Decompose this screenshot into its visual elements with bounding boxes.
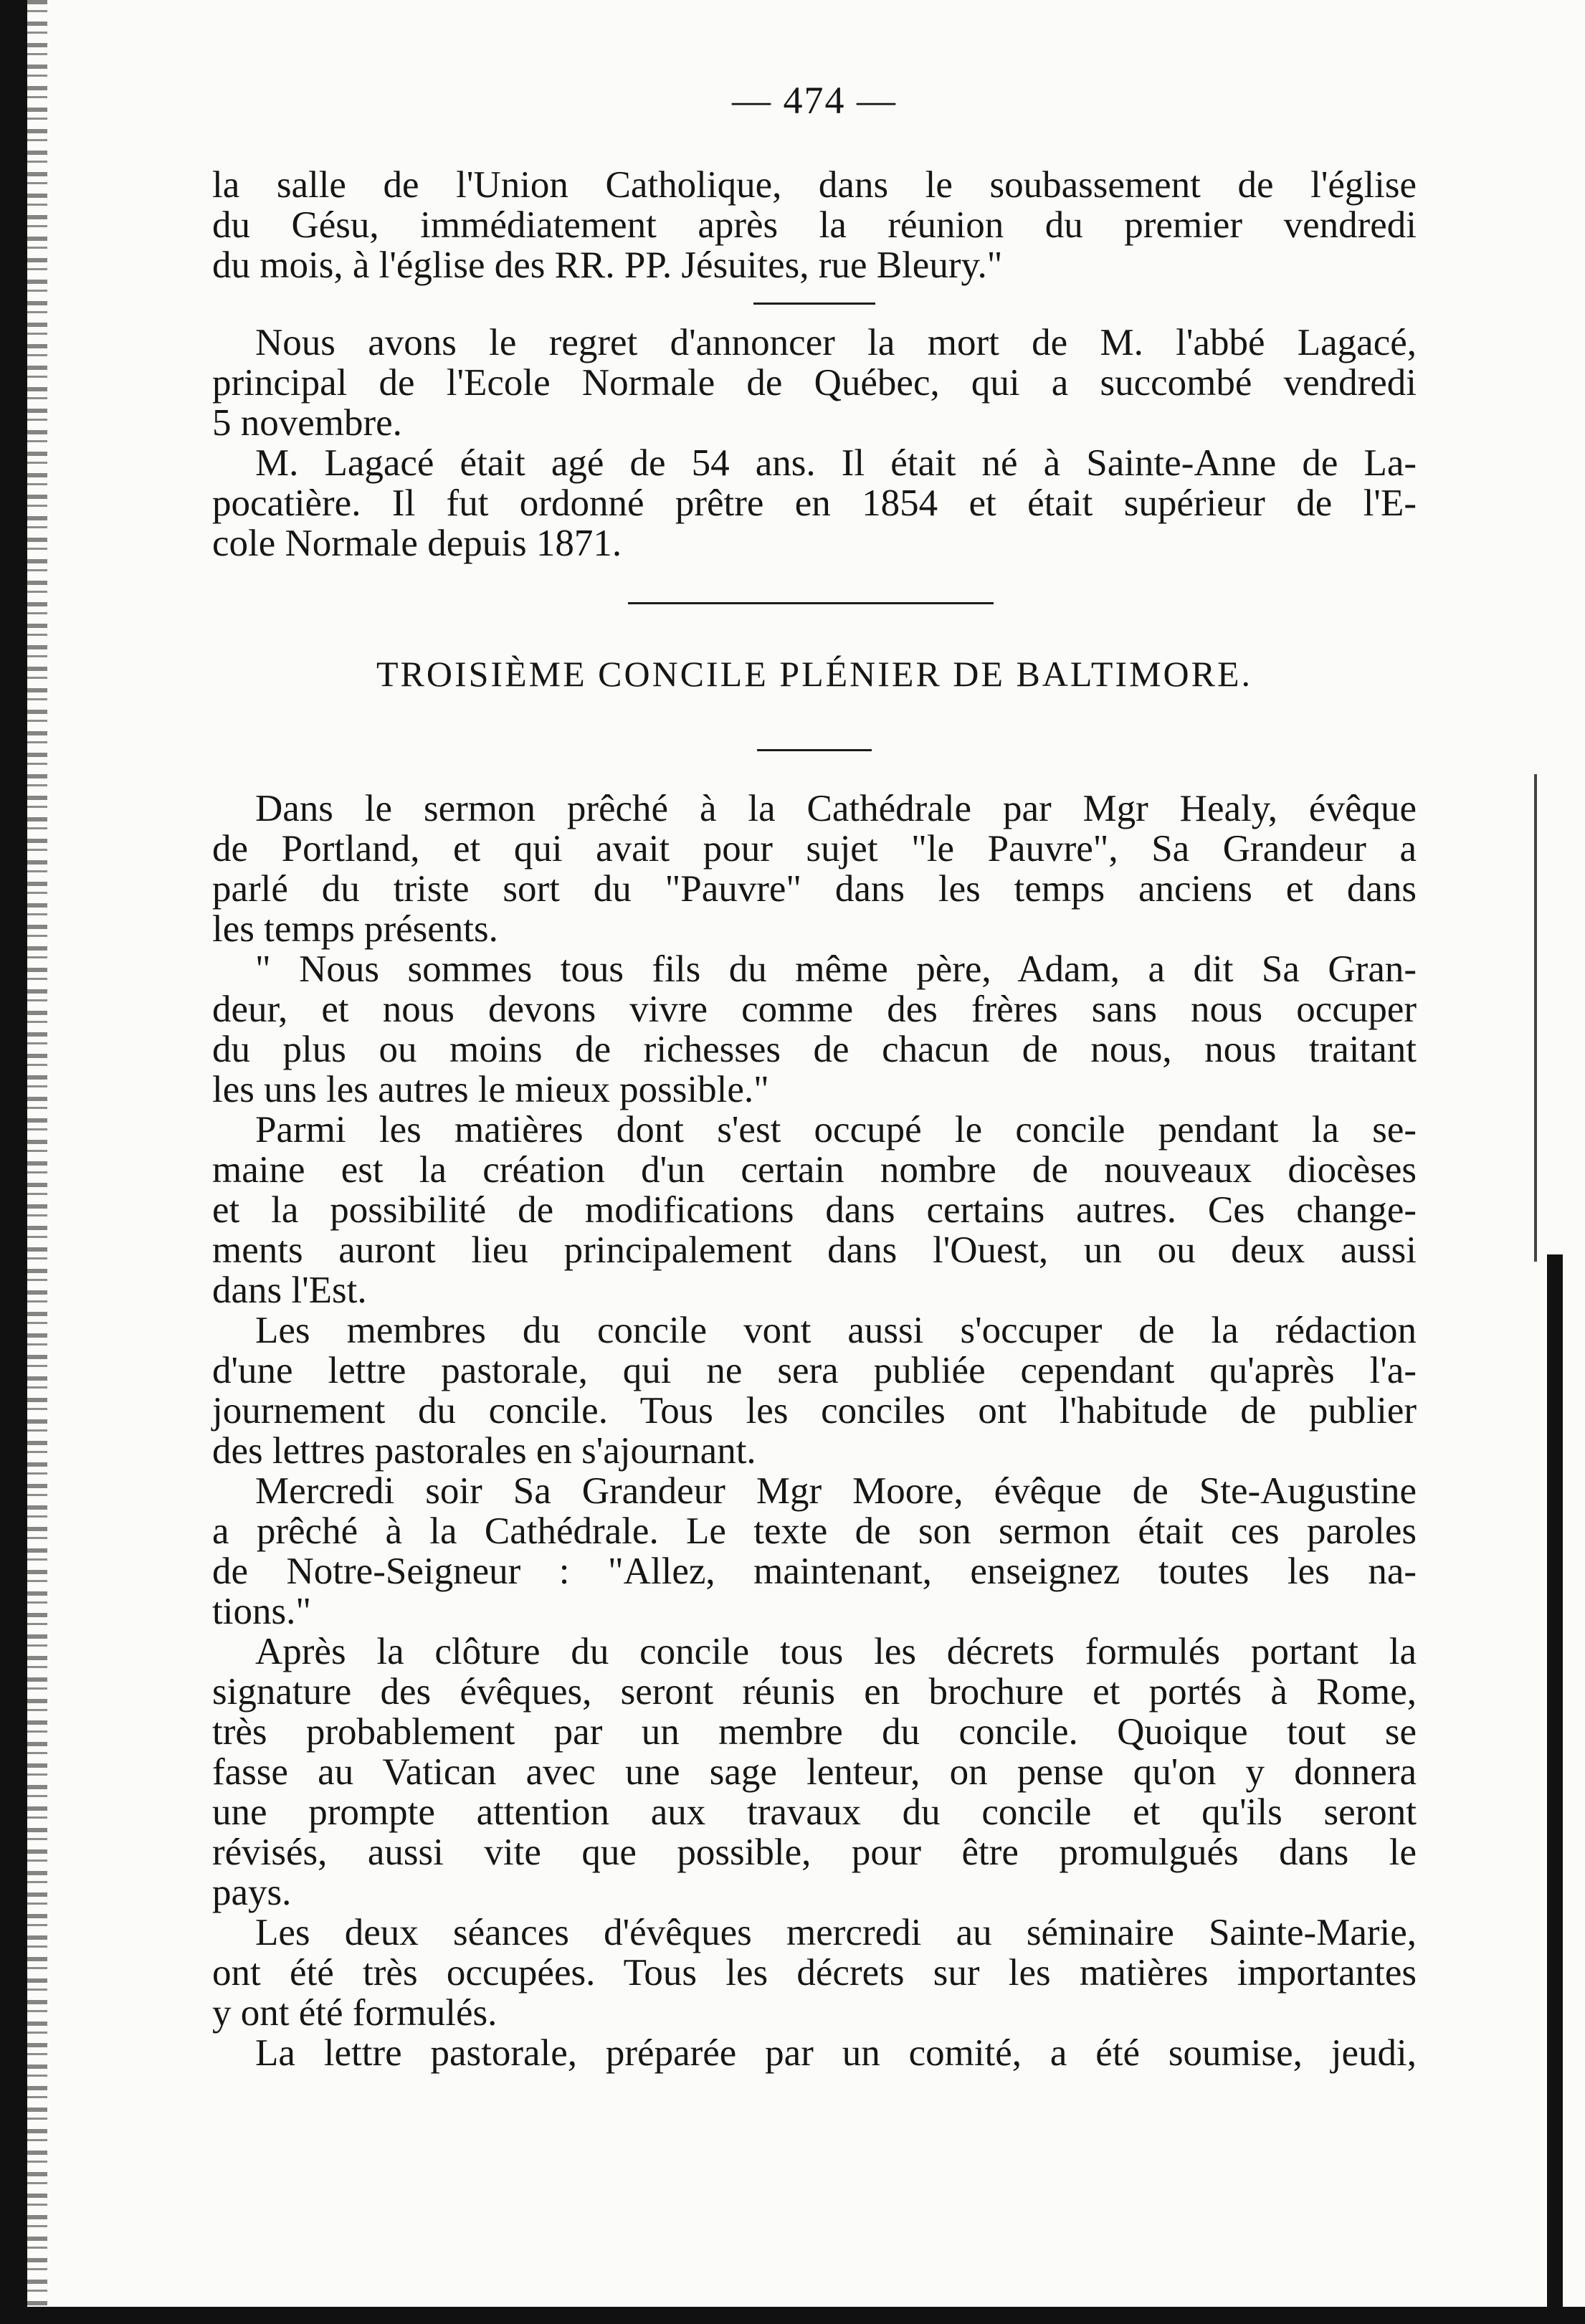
text-line: très probablement par un membre du concile. Quoique tout se xyxy=(212,1711,1417,1753)
text-line: la salle de l'Union Catholique, dans le soubassement de l'église xyxy=(212,164,1417,206)
text-line: les temps présents. xyxy=(212,908,498,950)
article-body xyxy=(212,789,1417,2073)
scan-edge-bottom xyxy=(0,2307,1585,2324)
text-line: pays. xyxy=(212,1872,292,1913)
text-line: révisés, aussi vite que possible, pour être promulgués dans le xyxy=(212,1832,1417,1873)
text-line: les uns les autres le mieux possible." xyxy=(212,1069,769,1110)
text-line: journement du concile. Tous les conciles ont l'habitude de publier xyxy=(212,1390,1417,1432)
text-line: pocatière. Il fut ordonné prêtre en 1854 et était supérieur de l'E- xyxy=(212,482,1417,524)
separator-rule xyxy=(757,749,872,751)
text-line: a prêché à la Cathédrale. Le texte de son sermon était ces paroles xyxy=(212,1510,1417,1552)
paragraph xyxy=(212,1471,1417,1632)
paragraph xyxy=(212,1310,1417,1471)
text-line: une prompte attention aux travaux du concile et qu'ils seront xyxy=(212,1791,1417,1833)
text-line: tions." xyxy=(212,1591,311,1632)
text-line: Après la clôture du concile tous les décrets formulés portant la xyxy=(255,1631,1417,1672)
opening-paragraph xyxy=(212,165,1417,285)
text-line: d'une lettre pastorale, qui ne sera publiée cependant qu'après l'a- xyxy=(212,1350,1417,1391)
scan-edge-left xyxy=(0,0,27,2324)
text-line: parlé du triste sort du "Pauvre" dans les temps anciens et dans xyxy=(212,868,1417,910)
text-line: de Portland, et qui avait pour sujet "le Pauvre", Sa Grandeur a xyxy=(212,828,1417,870)
scan-edge-binding xyxy=(27,0,47,2324)
section-title: TROISIÈME CONCILE PLÉNIER DE BALTIMORE. xyxy=(376,654,1253,694)
text-line: maine est la création d'un certain nombre de nouveaux diocèses xyxy=(212,1149,1417,1191)
scan-edge-right xyxy=(1547,1254,1563,2315)
text-line: de Notre-Seigneur : "Allez, maintenant, enseignez toutes les na- xyxy=(212,1551,1417,1592)
text-line: Dans le sermon prêché à la Cathédrale par Mgr Healy, évêque xyxy=(255,788,1417,829)
text-line: La lettre pastorale, préparée par un comité, a été soumise, jeudi, xyxy=(255,2032,1417,2074)
text-line: deur, et nous devons vivre comme des frères sans nous occuper xyxy=(212,989,1417,1030)
text-line: Les deux séances d'évêques mercredi au séminaire Sainte-Marie, xyxy=(255,1912,1417,1953)
death-notice xyxy=(212,323,1417,563)
text-line: du mois, à l'église des RR. PP. Jésuites, rue Bleury." xyxy=(212,244,1003,286)
text-line: et la possibilité de modifications dans certains autres. Ces change- xyxy=(212,1189,1417,1231)
paragraph xyxy=(212,1913,1417,2033)
section-rule xyxy=(628,602,994,604)
text-line: Les membres du concile vont aussi s'occuper de la rédaction xyxy=(255,1310,1417,1351)
text-line: du plus ou moins de richesses de chacun de nous, nous traitant xyxy=(212,1029,1417,1070)
scan-edge-right-thin xyxy=(1534,774,1537,1262)
paragraph xyxy=(212,2033,1417,2073)
paragraph xyxy=(212,1632,1417,1913)
text-line: ont été très occupées. Tous les décrets sur les matières importantes xyxy=(212,1952,1417,1994)
text-line: " Nous sommes tous fils du même père, Adam, a dit Sa Gran- xyxy=(255,948,1417,990)
text-line: ments auront lieu principalement dans l'Ouest, un ou deux aussi xyxy=(212,1229,1417,1271)
text-line: Mercredi soir Sa Grandeur Mgr Moore, évêque de Ste-Augustine xyxy=(255,1470,1417,1512)
paragraph xyxy=(212,949,1417,1110)
text-line: Parmi les matières dont s'est occupé le concile pendant la se- xyxy=(255,1109,1417,1151)
text-line: 5 novembre. xyxy=(212,402,402,444)
text-line: cole Normale depuis 1871. xyxy=(212,523,622,564)
text-line: principal de l'Ecole Normale de Québec, qui a succombé vendredi xyxy=(212,362,1417,404)
separator-rule xyxy=(753,303,875,305)
paragraph xyxy=(212,1110,1417,1310)
text-line: dans l'Est. xyxy=(212,1270,367,1311)
text-line: fasse au Vatican avec une sage lenteur, on pense qu'on y donnera xyxy=(212,1751,1417,1793)
text-line: M. Lagacé était agé de 54 ans. Il était né à Sainte-Anne de La- xyxy=(255,442,1417,484)
paragraph xyxy=(212,789,1417,949)
text-line: du Gésu, immédiatement après la réunion du premier vendredi xyxy=(212,204,1417,246)
text-line: y ont été formulés. xyxy=(212,1992,498,2034)
page-number: — 474 — xyxy=(732,79,897,122)
text-line: signature des évêques, seront réunis en brochure et portés à Rome, xyxy=(212,1671,1417,1713)
text-line: Nous avons le regret d'annoncer la mort de M. l'abbé Lagacé, xyxy=(255,322,1417,363)
text-line: des lettres pastorales en s'ajournant. xyxy=(212,1430,756,1472)
